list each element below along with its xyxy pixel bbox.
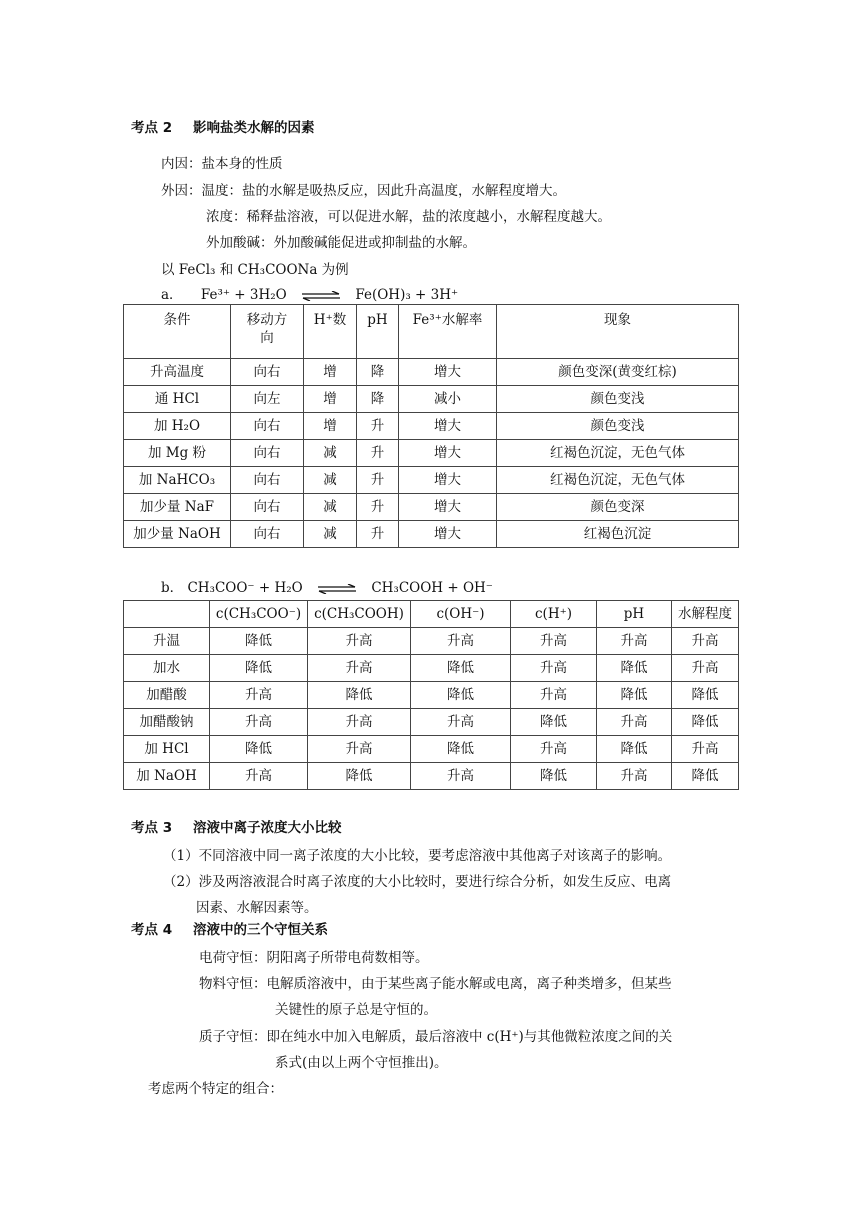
table-cell: 降低 (672, 763, 739, 790)
table-header-cell: H⁺数 (304, 305, 357, 359)
table-cell: 加水 (124, 655, 210, 682)
table-cell: 增 (304, 413, 357, 440)
table-cell: 减 (304, 440, 357, 467)
equation-left: Fe³⁺ + 3H₂O (200, 287, 287, 303)
table-cell: 升高 (672, 736, 739, 763)
table-row (124, 521, 739, 548)
table-header-cell: c(OH⁻) (411, 601, 511, 628)
equation-right: Fe(OH)₃ + 3H⁺ (355, 287, 459, 303)
fecl3-hydrolysis-table (123, 304, 739, 548)
table-row (124, 736, 739, 763)
table-cell: 降低 (210, 736, 308, 763)
section-title: 影响盐类水解的因素 (193, 120, 315, 136)
section-heading-4 (131, 921, 328, 939)
table-cell: 向右 (231, 494, 304, 521)
table-cell: 增大 (399, 494, 497, 521)
table-header-cell: 条件 (124, 305, 231, 359)
paragraph-s3-item2-cont: 因素、水解因素等。 (196, 900, 318, 916)
table-row (124, 682, 739, 709)
table-cell: 降低 (511, 763, 597, 790)
table-row (124, 467, 739, 494)
table-cell: 升高 (308, 655, 411, 682)
table-cell: 增大 (399, 440, 497, 467)
table-header-row (124, 305, 739, 359)
table-cell: 升高 (210, 709, 308, 736)
table-cell: 升高 (597, 628, 672, 655)
paragraph-suanjian: 外加酸碱：外加酸碱能促进或抑制盐的水解。 (206, 235, 476, 251)
table-cell: 向右 (231, 413, 304, 440)
table-cell: 向右 (231, 359, 304, 386)
paragraph-proton-balance: 质子守恒：即在纯水中加入电解质，最后溶液中 c(H⁺)与其他微粒浓度之间的关 (199, 1029, 673, 1045)
table-cell: 升高 (672, 628, 739, 655)
table-row (124, 763, 739, 790)
table-cell: 升高 (511, 736, 597, 763)
table-cell: 升高 (511, 655, 597, 682)
equilibrium-arrow-icon (301, 291, 341, 301)
table-cell: 降低 (597, 655, 672, 682)
table-cell: 降低 (597, 736, 672, 763)
table-cell: 降 (357, 386, 399, 413)
paragraph-s3-item2: （2）涉及两溶液混合时离子浓度的大小比较时，要进行综合分析，如发生反应、电离 (163, 874, 672, 890)
section-title: 溶液中的三个守恒关系 (193, 922, 328, 938)
equation-a (161, 286, 458, 304)
section-heading-2 (131, 119, 315, 137)
table-cell: 增大 (399, 413, 497, 440)
table-cell: 降低 (411, 655, 511, 682)
paragraph-nongdu: 浓度：稀释盐溶液，可以促进水解，盐的浓度越小，水解程度越大。 (206, 209, 611, 225)
table-header-cell: pH (357, 305, 399, 359)
table-cell: 升高 (411, 763, 511, 790)
table-cell: 降低 (672, 682, 739, 709)
table-header-cell: pH (597, 601, 672, 628)
paragraph-example: 以 FeCl₃ 和 CH₃COONa 为例 (161, 262, 349, 278)
table-cell: 降低 (308, 763, 411, 790)
table-cell: 加 Mg 粉 (124, 440, 231, 467)
table-cell: 增大 (399, 467, 497, 494)
table-cell: 升高 (308, 709, 411, 736)
equation-b (161, 579, 493, 597)
table-cell: 升高 (210, 682, 308, 709)
equation-right: CH₃COOH + OH⁻ (371, 580, 493, 596)
paragraph-charge-balance: 电荷守恒：阴阳离子所带电荷数相等。 (199, 950, 429, 966)
table-row (124, 386, 739, 413)
equilibrium-arrow-icon (317, 584, 357, 594)
table-cell: 增 (304, 359, 357, 386)
section-number: 考点 3 (131, 820, 173, 836)
paragraph-s3-item1: （1）不同溶液中同一离子浓度的大小比较，要考虑溶液中其他离子对该离子的影响。 (163, 848, 672, 864)
table-cell: 升高 (511, 682, 597, 709)
table-cell: 升高 (210, 763, 308, 790)
table-row (124, 709, 739, 736)
table-cell: 降低 (511, 709, 597, 736)
paragraph-material-balance-cont: 关键性的原子总是守恒的。 (275, 1002, 437, 1018)
table-cell: 减 (304, 467, 357, 494)
table-cell: 红褐色沉淀，无色气体 (497, 440, 739, 467)
table-cell: 降低 (597, 682, 672, 709)
table-cell: 增大 (399, 359, 497, 386)
table-cell: 升高 (308, 736, 411, 763)
table-cell: 升高 (308, 628, 411, 655)
table-cell: 降低 (411, 736, 511, 763)
table-cell: 升高温度 (124, 359, 231, 386)
table-cell: 加 NaHCO₃ (124, 467, 231, 494)
paragraph-proton-balance-cont: 系式(由以上两个守恒推出)。 (275, 1055, 448, 1071)
paragraph-last: 考虑两个特定的组合： (148, 1081, 283, 1097)
table-cell: 增大 (399, 521, 497, 548)
table-header-cell: c(CH₃COOH) (308, 601, 411, 628)
equation-label: b． (161, 580, 184, 596)
table-cell: 向右 (231, 521, 304, 548)
paragraph-neiyin: 内因：盐本身的性质 (161, 156, 283, 172)
table-cell: 加少量 NaOH (124, 521, 231, 548)
table-cell: 加 H₂O (124, 413, 231, 440)
table-header-cell (124, 601, 210, 628)
table-row (124, 494, 739, 521)
table-cell: 增 (304, 386, 357, 413)
table-row (124, 359, 739, 386)
section-number: 考点 4 (131, 922, 173, 938)
section-number: 考点 2 (131, 120, 173, 136)
table-cell: 升 (357, 467, 399, 494)
table-cell: 升高 (411, 709, 511, 736)
table-cell: 颜色变深(黄变红棕) (497, 359, 739, 386)
table-cell: 升高 (597, 709, 672, 736)
table-cell: 通 HCl (124, 386, 231, 413)
paragraph-material-balance: 物料守恒：电解质溶液中，由于某些离子能水解或电离，离子种类增多，但某些 (199, 976, 672, 992)
table-cell: 减 (304, 494, 357, 521)
table-cell: 升 (357, 440, 399, 467)
section-heading-3 (131, 819, 342, 837)
table-cell: 减小 (399, 386, 497, 413)
table-cell: 降低 (210, 628, 308, 655)
table-cell: 红褐色沉淀 (497, 521, 739, 548)
table-cell: 加少量 NaF (124, 494, 231, 521)
ch3coona-hydrolysis-table (123, 600, 739, 790)
table-cell: 减 (304, 521, 357, 548)
table-row (124, 655, 739, 682)
table-header-cell: 水解程度 (672, 601, 739, 628)
table-cell: 升 (357, 494, 399, 521)
table-header-cell: 现象 (497, 305, 739, 359)
table-cell: 升高 (597, 763, 672, 790)
table-header-cell: c(H⁺) (511, 601, 597, 628)
table-cell: 降低 (672, 709, 739, 736)
table-cell: 加 HCl (124, 736, 210, 763)
table-row (124, 440, 739, 467)
table-cell: 红褐色沉淀，无色气体 (497, 467, 739, 494)
table-cell: 降低 (308, 682, 411, 709)
table-cell: 加 NaOH (124, 763, 210, 790)
table-cell: 升温 (124, 628, 210, 655)
table-header-cell: 移动方向 (231, 305, 304, 359)
table-header-cell: c(CH₃COO⁻) (210, 601, 308, 628)
paragraph-waiyin: 外因：温度：盐的水解是吸热反应，因此升高温度，水解程度增大。 (161, 183, 566, 199)
table-header-row (124, 601, 739, 628)
table-cell: 颜色变深 (497, 494, 739, 521)
equation-label: a． (161, 287, 183, 303)
table-cell: 向右 (231, 440, 304, 467)
table-cell: 升高 (511, 628, 597, 655)
table-cell: 颜色变浅 (497, 413, 739, 440)
table-header-cell: Fe³⁺水解率 (399, 305, 497, 359)
table-cell: 加醋酸钠 (124, 709, 210, 736)
table-cell: 向左 (231, 386, 304, 413)
table-cell: 加醋酸 (124, 682, 210, 709)
table-cell: 升 (357, 413, 399, 440)
section-title: 溶液中离子浓度大小比较 (193, 820, 342, 836)
table-row (124, 628, 739, 655)
table-cell: 颜色变浅 (497, 386, 739, 413)
table-cell: 升高 (672, 655, 739, 682)
table-cell: 升高 (411, 628, 511, 655)
equation-left: CH₃COO⁻ + H₂O (187, 580, 303, 596)
table-row (124, 413, 739, 440)
table-cell: 降低 (411, 682, 511, 709)
table-cell: 降 (357, 359, 399, 386)
table-cell: 向右 (231, 467, 304, 494)
table-cell: 降低 (210, 655, 308, 682)
table-cell: 升 (357, 521, 399, 548)
